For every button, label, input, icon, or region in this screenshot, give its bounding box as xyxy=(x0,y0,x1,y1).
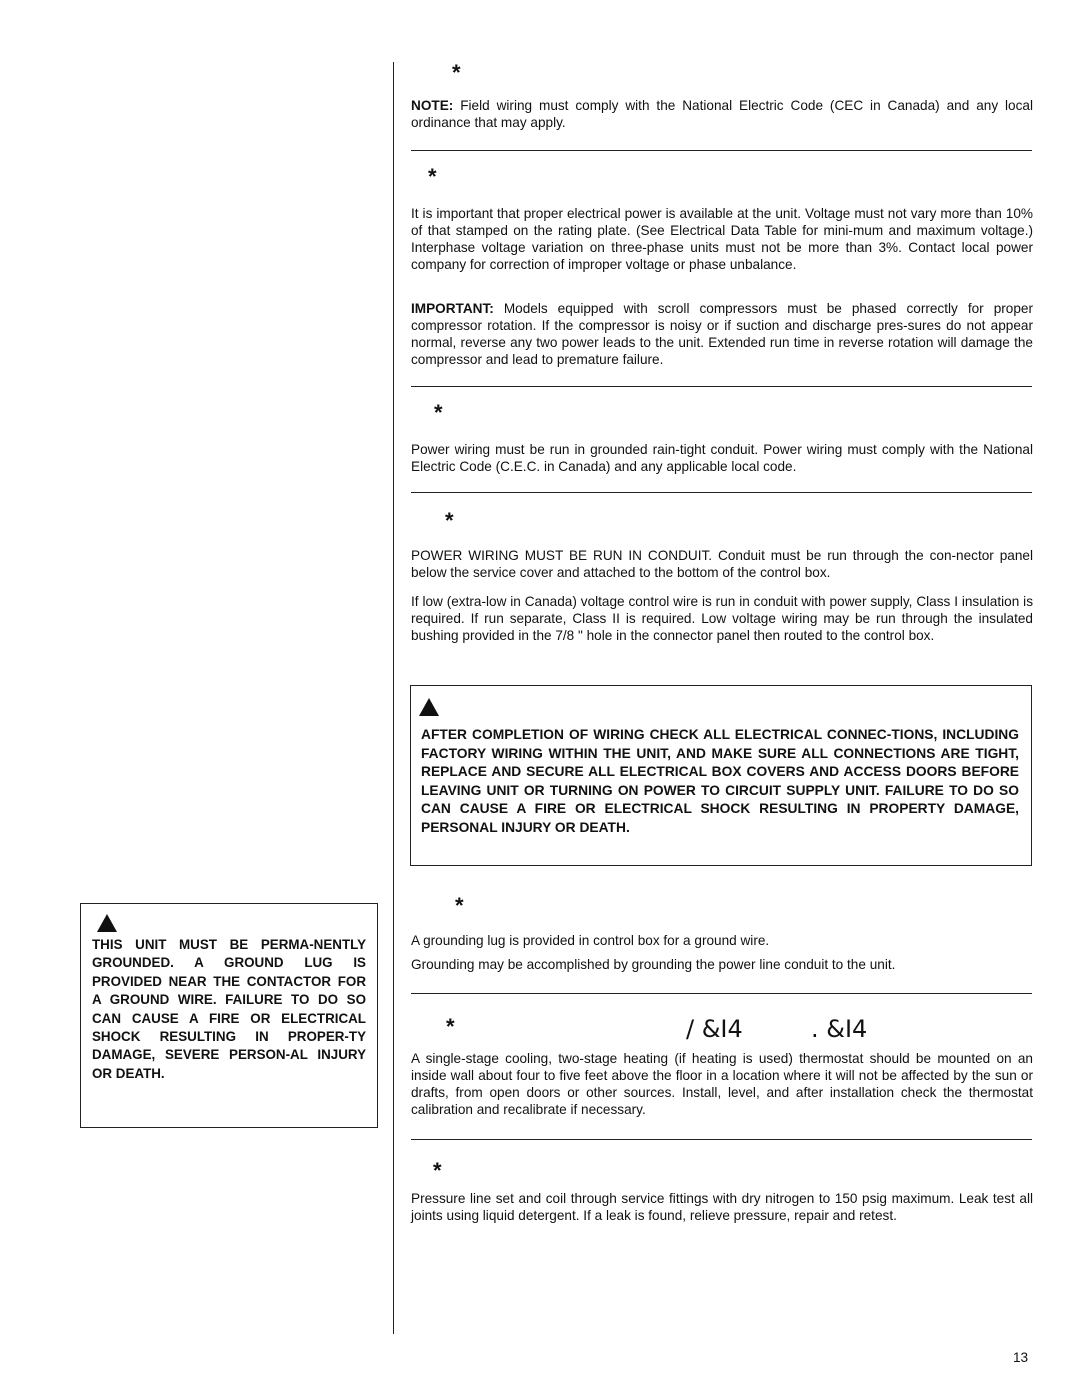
field-wiring-note xyxy=(411,97,1033,131)
section-divider xyxy=(411,993,1032,994)
warning-text: AFTER COMPLETION OF WIRING CHECK ALL ELECTRICAL CONNEC-TIONS, INCLUDING FACTORY WIRING WITHIN THE UNIT, AND MAKE SURE ALL CONNECTIONS ARE TIGHT, REPLACE AND SECURE ALL ELECTRICAL BOX COVERS AND ACCESS DOORS BEFORE LEAVING UNIT OR TURNING ON POWER TO CIRCUIT SUPPLY UNIT. FAILURE TO DO SO CAN CAUSE A FIRE OR ELECTRICAL SHOCK RESULTING IN PROPERTY DAMAGE, PERSONAL INJURY OR DEATH. xyxy=(421,727,1019,835)
page-number: 13 xyxy=(1013,1350,1029,1365)
note-label: NOTE: xyxy=(411,98,454,113)
heading-glyphs-b: . &I4 xyxy=(811,1015,868,1043)
column-divider xyxy=(393,62,394,1334)
section-divider xyxy=(411,386,1032,387)
thermostat-paragraph: A single-stage cooling, two-stage heating (if heating is used) thermostat should be mounted on an inside wall about four to five feet above the floor in a location where it will not be affected by the sun or drafts, from open doors or other sources. Install, level, and after installation check the thermostat calibration and recalibrate if necessary. xyxy=(411,1051,1033,1117)
power-wiring-paragraph: Power wiring must be run in grounded rain-tight conduit. Power wiring must comply with the National Electric Code (C.E.C. in Canada) and any applicable local code. xyxy=(411,442,1033,474)
section-heading-power-wiring: * xyxy=(434,400,443,425)
warning-triangle-icon xyxy=(97,914,117,932)
conduit-paragraph-1: POWER WIRING MUST BE RUN IN CONDUIT. Conduit must be run through the con-nector panel below the service cover and attached to the bottom of the control box. xyxy=(411,548,1033,580)
note-text: Field wiring must comply with the National Electric Code (CEC in Canada) and any local ordinance that may apply. xyxy=(411,98,1033,130)
section-heading-grounding: * xyxy=(455,893,464,918)
warning-box-grounding xyxy=(80,903,378,1128)
section-divider xyxy=(411,492,1032,493)
important-paragraph xyxy=(411,300,1033,368)
grounding-paragraph-1: A grounding lug is provided in control box for a ground wire. xyxy=(411,933,770,948)
warning-triangle-icon xyxy=(419,698,439,716)
section-heading-power-supply: * xyxy=(428,164,437,189)
section-divider xyxy=(411,1139,1032,1140)
section-heading-conduit: * xyxy=(445,508,454,533)
conduit-paragraph-2: If low (extra-low in Canada) voltage control wire is run in conduit with power supply, Class I insulation is required. If run separate, Class II is required. Low voltage wiring may be run through the insulated bushing provided in the 7/8 " hole in the connector panel then routed to the control box. xyxy=(411,594,1033,643)
warning-box-wiring-check xyxy=(410,685,1032,866)
section-heading-thermostat: * xyxy=(446,1014,455,1039)
leak-test-paragraph: Pressure line set and coil through service fittings with dry nitrogen to 150 psig maximum. Leak test all joints using liquid detergent. If a leak is found, relieve pressure, repair and retest. xyxy=(411,1191,1033,1223)
warning-text: THIS UNIT MUST BE PERMA-NENTLY GROUNDED. A GROUND LUG IS PROVIDED NEAR THE CONTACTOR FOR A GROUND WIRE. FAILURE TO DO SO CAN CAUSE A FIRE OR ELECTRICAL SHOCK RESULTING IN PROPER-TY DAMAGE, SEVERE PERSON-AL INJURY OR DEATH. xyxy=(92,937,366,1081)
important-text: Models equipped with scroll compressors must be phased correctly for proper compressor rotation. If the compressor is noisy or if suction and discharge pres-sures do not appear normal, reverse any two power leads to the unit. Extended run time in reverse rotation will damage the compressor and lead to premature failure. xyxy=(411,301,1033,367)
section-divider xyxy=(411,150,1032,151)
important-label: IMPORTANT: xyxy=(411,301,494,316)
section-heading-field-wiring: * xyxy=(452,60,461,85)
heading-glyphs-a: / &I4 xyxy=(686,1015,743,1043)
section-heading-leak-test: * xyxy=(433,1158,442,1183)
power-supply-paragraph: It is important that proper electrical power is available at the unit. Voltage must not vary more than 10% of that stamped on the rating plate. (See Electrical Data Table for mini-mum and maximum voltage.) Interphase voltage variation on three-phase units must not be more than 3%. Contact local power company for correction of improper voltage or phase unbalance. xyxy=(411,206,1033,272)
grounding-paragraph-2: Grounding may be accomplished by grounding the power line conduit to the unit. xyxy=(411,957,896,972)
